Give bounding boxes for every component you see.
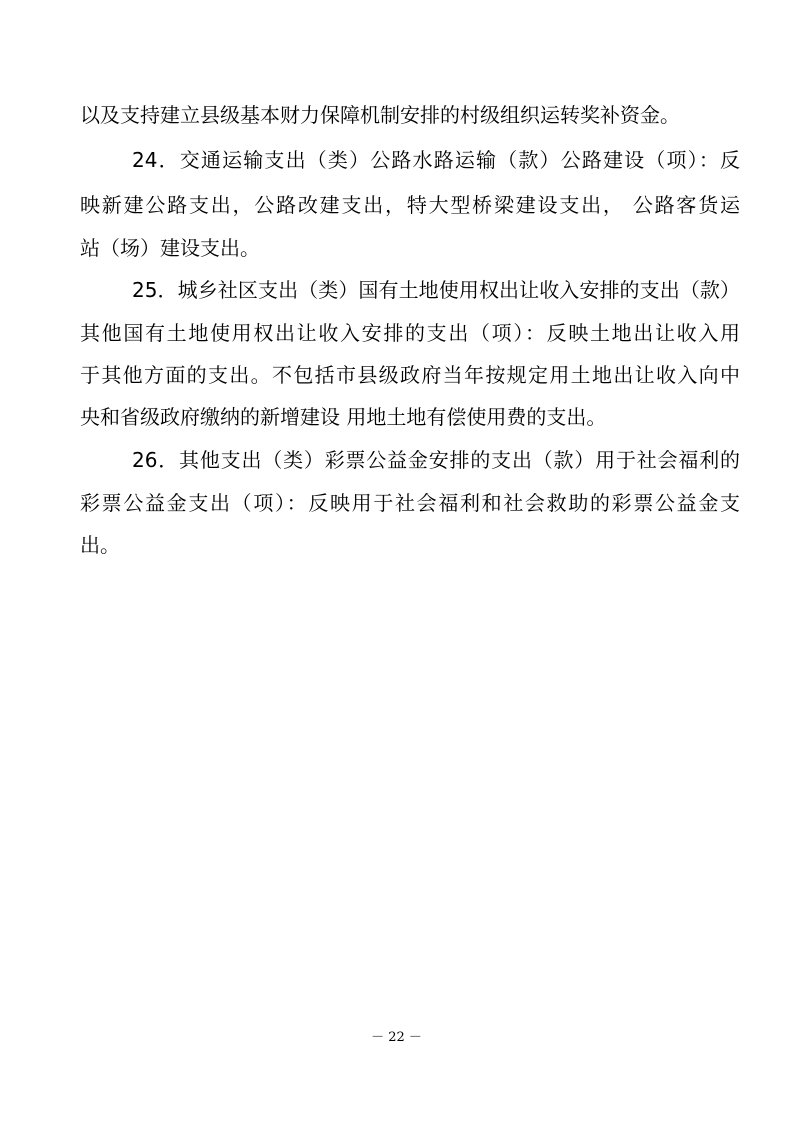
page-number: － 22 － [371,1030,422,1045]
text-line: 其他国有土地使用权出让收入安排的支出（项）：反映土地出让收入用 [80,321,740,345]
text-line: 央和省级政府缴纳的新增建设 用地土地有偿使用费的支出。 [80,405,607,429]
paragraph-25-line: 25．城乡社区支出（类）国有土地使用权出让收入安排的支出（款） [132,278,740,302]
paragraph-26-line: 26．其他支出（类）彩票公益金安排的支出（款）用于社会福利的 [132,448,740,472]
text-line: 映新建公路支出，公路改建支出，特大型桥梁建设支出， 公路客货运 [80,193,740,217]
text-line: 彩票公益金支出（项）：反映用于社会福利和社会救助的彩票公益金支 [80,491,740,515]
text-line: 以及支持建立县级基本财力保障机制安排的村级组织运转奖补资金。 [80,103,680,127]
text-line: 于其他方面的支出。不包括市县级政府当年按规定用土地出让收入向中 [80,363,740,387]
paragraph-24-line: 24．交通运输支出（类）公路水路运输（款）公路建设（项）：反 [132,148,740,172]
text-line: 站（场）建设支出。 [80,236,260,260]
text-line: 出。 [80,533,120,557]
